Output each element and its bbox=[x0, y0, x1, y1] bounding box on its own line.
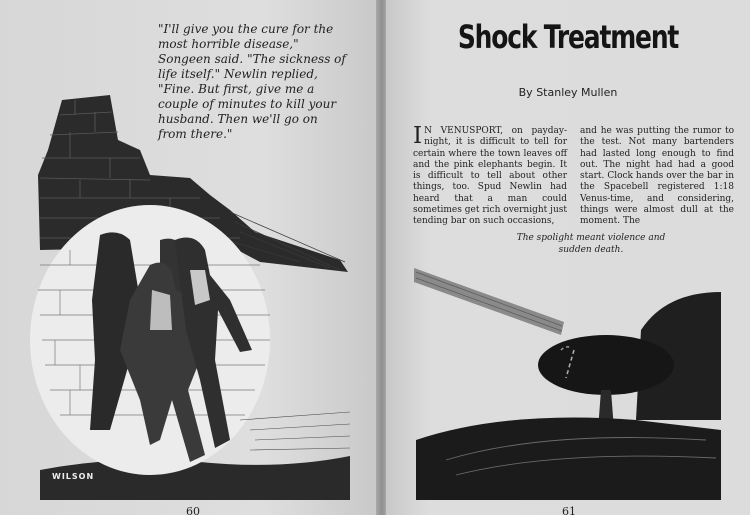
drop-cap: I bbox=[413, 123, 423, 149]
article-column-2: and he was putting the rumor to the test. Not many bartenders had lasted long enough to find out. The night had had a good start. Clock hands over the bar in the Spacebell registered 1:18 Venus-time, and considering, things were almost dull at the moment. The bbox=[580, 126, 734, 227]
article-column-1 bbox=[413, 123, 567, 228]
illustrator-signature: WILSON bbox=[52, 472, 95, 481]
right-page bbox=[386, 0, 750, 515]
caption-line-1: The spolight meant violence and bbox=[516, 233, 666, 243]
page-number-left: 60 bbox=[186, 505, 200, 515]
illustration-caption bbox=[446, 232, 736, 256]
caption-line-2: sudden death. bbox=[558, 245, 624, 255]
article-byline: By Stanley Mullen bbox=[518, 86, 618, 99]
illustration-right bbox=[386, 0, 750, 515]
page-number-right: 61 bbox=[562, 505, 576, 515]
pull-quote: "I'll give you the cure for the most horrible disease," Songeen said. "The sickness of life itself." Newlin replied, "Fine. But first, give me a couple of minutes to kill your husband. Then we'll go on from there." bbox=[158, 22, 346, 141]
article-title: Shock Treatment bbox=[457, 18, 679, 56]
column-1-text: N VENUSPORT, on payday-night, it is difficult to tell for certain where the town leaves off and the pink elephants begin. It is difficult to tell about other things, too. Spud Newlin had heard that a man could sometimes get rich overnight just tending bar on such occasions, bbox=[413, 126, 567, 227]
